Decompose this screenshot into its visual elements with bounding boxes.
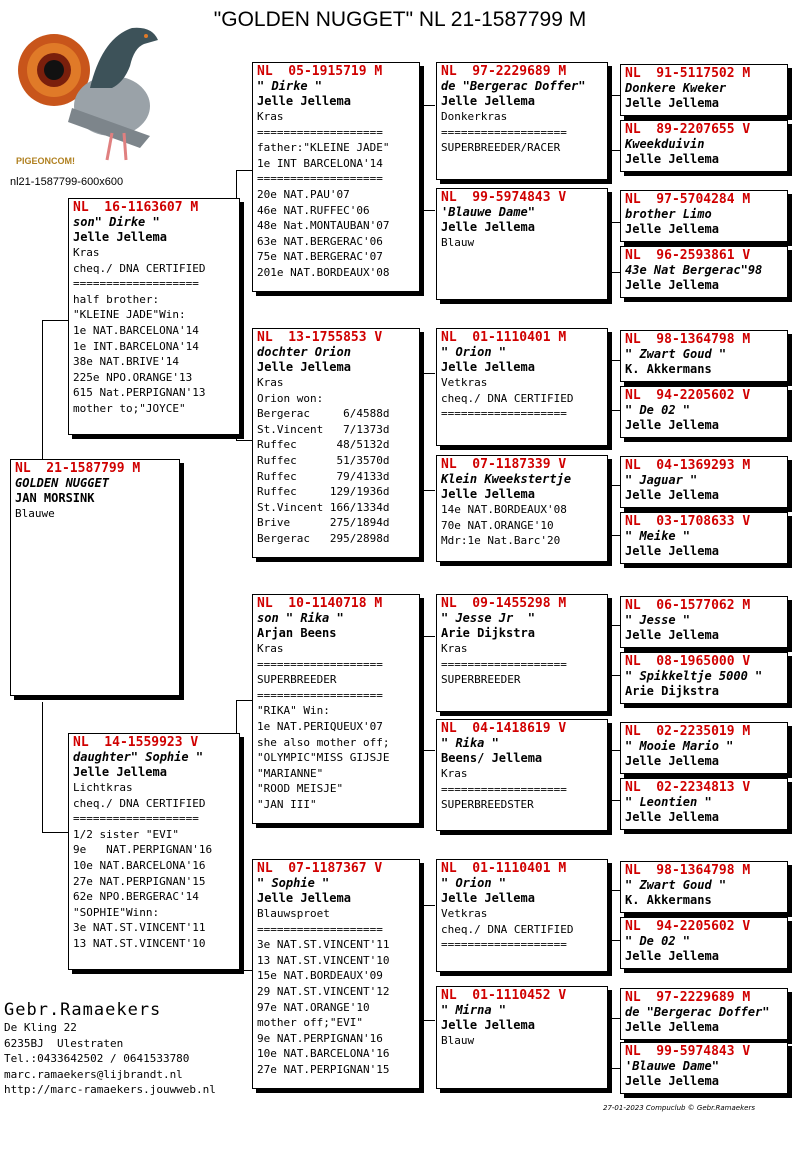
owner-name: Jelle Jellema [625,1020,719,1034]
ancestor-card[interactable] [620,917,788,969]
pigeon-name: " Meike " [625,529,691,543]
info-line: Ruffec 79/4133d [257,469,390,483]
ring-number: NL 01-1110401 M [441,861,567,876]
info-line: Kras [257,376,284,389]
ring-number: NL 02-2235019 M [625,724,751,739]
info-line: "OLYMPIC"MISS GIJSJE [257,751,390,765]
image-caption: nl21-1587799-600x600 [10,176,124,188]
grandparent-card[interactable] [252,328,420,558]
info-line: SUPERBREEDER/RACER [441,141,561,155]
info-line: Ruffec 51/3570d [257,453,390,467]
pigeon-name: " Mirna " [441,1003,507,1017]
info-line: 3e NAT.ST.VINCENT'11 [73,921,206,935]
ancestor-card[interactable] [620,988,788,1040]
info-line: Mdr:1e Nat.Barc'20 [441,534,561,548]
info-line: 201e NAT.BORDEAUX'08 [257,265,390,279]
info-line: 10e NAT.BARCELONA'16 [73,858,206,872]
ring-number: NL 01-1110401 M [441,330,567,345]
info-line: Bergerac 6/4588d [257,407,390,421]
great-grandparent-card[interactable] [436,719,608,831]
info-line: 38e NAT.BRIVE'14 [73,355,179,369]
info-line: mother to;"JOYCE" [73,401,186,415]
info-line: =================== [441,407,567,421]
owner-name: Jelle Jellema [625,96,719,110]
info-line: 1e NAT.PERIQUEUX'07 [257,719,383,733]
info-line: =================== [73,812,199,826]
ring-number: NL 05-1915719 M [257,64,383,79]
breeder-name: Gebr.Ramaekers [4,1000,162,1020]
owner-name: K. Akkermans [625,893,712,907]
info-line: "SOPHIE"Winn: [73,905,160,919]
pigeon-name: " Spikkeltje 5000 " [625,669,763,683]
dam-owner: Jelle Jellema [73,765,167,779]
pigeon-name: " Jaguar " [625,473,698,487]
pigeon-photo [12,18,164,168]
info-line: Ruffec 129/1936d [257,485,390,499]
ancestor-card[interactable] [620,596,788,648]
ring-number: NL 97-5704284 M [625,192,751,207]
info-line: 15e NAT.BORDEAUX'09 [257,969,383,983]
ring-number: NL 99-5974843 V [441,190,567,205]
info-line: Kras [441,767,468,780]
info-line: half brother: [73,292,160,306]
info-line: =================== [441,657,567,671]
pigeon-name: Donkere Kweker [625,81,727,95]
ancestor-card[interactable] [620,120,788,172]
ring-number: NL 94-2205602 V [625,388,751,403]
pigeon-name: de "Bergerac Doffer" [441,79,586,93]
info-line: Blauwsproet [257,907,330,920]
info-line: St.Vincent 166/1334d [257,500,390,514]
pigeon-name: son " Rika " [257,611,344,625]
ring-number: NL 98-1364798 M [625,332,751,347]
great-grandparent-card[interactable] [436,859,608,972]
subject-owner: JAN MORSINK [15,491,95,505]
info-line: 10e NAT.BARCELONA'16 [257,1047,390,1061]
pigeon-name: " Sophie " [257,876,330,890]
great-grandparent-card[interactable] [436,594,608,712]
ancestor-card[interactable] [620,722,788,774]
grandparent-card[interactable] [252,859,420,1089]
ring-number: NL 01-1110452 V [441,988,567,1003]
ancestor-card[interactable] [620,330,788,382]
sire-name: son" Dirke " [73,215,160,229]
dam-ring: NL 14-1559923 V [73,735,199,750]
owner-name: Jelle Jellema [441,487,535,501]
info-line: 63e NAT.BERGERAC'06 [257,234,383,248]
pigeon-name: dochter Orion [257,345,351,359]
owner-name: Jelle Jellema [257,360,351,374]
info-line: Orion won: [257,391,324,405]
subject-card[interactable] [10,459,180,696]
pigeon-name: Klein Kweekstertje [441,472,572,486]
ancestor-card[interactable] [620,778,788,830]
pigeon-name: " Jesse Jr " [441,611,535,625]
pigeon-name: Kweekduivin [625,137,705,151]
info-line: SUPERBREEDER [441,673,521,687]
info-line: =================== [73,277,199,291]
sire-owner: Jelle Jellema [73,230,167,244]
info-line: =================== [257,657,383,671]
great-grandparent-card[interactable] [436,328,608,446]
owner-name: Jelle Jellema [625,628,719,642]
ancestor-card[interactable] [620,512,788,564]
owner-name: Jelle Jellema [625,544,719,558]
info-line: 13 NAT.ST.VINCENT'10 [257,953,390,967]
subject-name: GOLDEN NUGGET [15,476,109,490]
info-line: "JAN III" [257,797,317,811]
info-line: Kras [257,642,284,655]
breeder-info [4,1000,216,1098]
owner-name: Jelle Jellema [625,488,719,502]
info-line: 70e NAT.ORANGE'10 [441,518,554,532]
info-line: Vetkras [441,907,488,920]
owner-name: Arie Dijkstra [441,626,535,640]
dam-card[interactable] [68,733,240,970]
ancestor-card[interactable] [620,1042,788,1094]
info-line: "KLEINE JADE"Win: [73,308,186,322]
info-line: 1e INT BARCELONA'14 [257,156,383,170]
pigeon-name: " Orion " [441,876,507,890]
dam-name: daughter" Sophie " [73,750,204,764]
grandparent-card[interactable] [252,62,420,292]
info-line: St.Vincent 7/1373d [257,422,390,436]
info-line: cheq./ DNA CERTIFIED [73,261,206,275]
ring-number: NL 07-1187367 V [257,861,383,876]
ring-number: NL 94-2205602 V [625,919,751,934]
info-line: =================== [441,938,567,952]
ancestor-card[interactable] [620,652,788,704]
info-line: 62e NPO.BERGERAC'14 [73,890,199,904]
info-line: =================== [257,922,383,936]
ring-number: NL 03-1708633 V [625,514,751,529]
ring-number: NL 13-1755853 V [257,330,383,345]
info-line: 615 Nat.PERPIGNAN'13 [73,386,206,400]
great-grandparent-card[interactable] [436,188,608,300]
info-line: 27e NAT.PERPIGNAN'15 [257,1062,390,1076]
owner-name: K. Akkermans [625,362,712,376]
logo-text: PIGEONCOM! [16,156,76,166]
ancestor-card[interactable] [620,64,788,116]
ring-number: NL 10-1140718 M [257,596,383,611]
info-line: Ruffec 48/5132d [257,438,390,452]
info-line: =================== [257,125,383,139]
info-line: =================== [441,782,567,796]
info-line: "RIKA" Win: [257,704,330,718]
ring-number: NL 98-1364798 M [625,863,751,878]
owner-name: Jelle Jellema [441,891,535,905]
page-title: "GOLDEN NUGGET" NL 21-1587799 M [213,8,587,31]
sire-card[interactable] [68,198,240,435]
ring-number: NL 91-5117502 M [625,66,751,81]
info-line: Vetkras [441,376,488,389]
breeder-email[interactable]: marc.ramaekers@lijbrandt.nl [4,1067,183,1081]
ancestor-card[interactable] [620,190,788,242]
owner-name: Jelle Jellema [625,278,719,292]
pigeon-name: " Zwart Goud " [625,878,727,892]
owner-name: Jelle Jellema [625,418,719,432]
ancestor-card[interactable] [620,386,788,438]
owner-name: Jelle Jellema [441,360,535,374]
owner-name: Jelle Jellema [625,949,719,963]
pigeon-name: 'Blauwe Dame" [625,1059,719,1073]
owner-name: Jelle Jellema [625,222,719,236]
owner-name: Jelle Jellema [441,94,535,108]
ring-number: NL 04-1418619 V [441,721,567,736]
info-line: 46e NAT.RUFFEC'06 [257,203,370,217]
info-line: cheq./ DNA CERTIFIED [441,391,574,405]
pigeon-name: " Zwart Goud " [625,347,727,361]
info-line: SUPERBREEDSTER [441,798,534,812]
info-line: =================== [257,172,383,186]
ring-number: NL 97-2229689 M [625,990,751,1005]
subject-info-line: Blauwe [15,507,55,520]
pigeon-name: brother Limo [625,207,712,221]
pigeon-name: " Orion " [441,345,507,359]
info-line: Kras [73,246,100,259]
pigeon-name: de "Bergerac Doffer" [625,1005,770,1019]
owner-name: Jelle Jellema [625,1074,719,1088]
info-line: SUPERBREEDER [257,673,337,687]
great-grandparent-card[interactable] [436,455,608,562]
pigeon-name: " Rika " [441,736,499,750]
owner-name: Jelle Jellema [257,94,351,108]
info-line: 29 NAT.ST.VINCENT'12 [257,984,390,998]
pigeon-name: " De 02 " [625,403,691,417]
info-line: Donkerkras [441,110,508,123]
info-line: =================== [257,688,383,702]
info-line: 9e NAT.PERPIGNAN'16 [257,1031,383,1045]
info-line: 225e NPO.ORANGE'13 [73,370,193,384]
ancestor-card[interactable] [620,246,788,298]
info-line: 14e NAT.BORDEAUX'08 [441,503,567,516]
info-line: 3e NAT.ST.VINCENT'11 [257,938,390,952]
info-line: "MARIANNE" [257,766,324,780]
info-line: mother off;"EVI" [257,1016,363,1030]
ring-number: NL 09-1455298 M [441,596,567,611]
info-line: cheq./ DNA CERTIFIED [441,922,574,936]
owner-name: Arie Dijkstra [625,684,719,698]
info-line: Kras [441,642,468,655]
pigeon-name: " De 02 " [625,934,691,948]
ring-number: NL 02-2234813 V [625,780,751,795]
breeder-website[interactable]: http://marc-ramaekers.jouwweb.nl [4,1083,216,1096]
pigeon-name: 43e Nat Bergerac"98 [625,263,763,277]
ring-number: NL 04-1369293 M [625,458,751,473]
owner-name: Arjan Beens [257,626,337,640]
owner-name: Beens/ Jellema [441,751,543,765]
pigeon-name: " Dirke " [257,79,323,93]
info-line: 1/2 sister "EVI" [73,827,179,841]
info-line: Brive 275/1894d [257,516,390,530]
ancestor-card[interactable] [620,861,788,913]
info-line: Blauw [441,236,475,249]
info-line: "ROOD MEISJE" [257,782,344,796]
subject-ring: NL 21-1587799 M [15,461,141,476]
info-line: cheq./ DNA CERTIFIED [73,796,206,810]
pigeon-name: " Jesse " [625,613,691,627]
grandparent-card[interactable] [252,594,420,824]
breeder-postcode: 6235BJ Ulestraten [4,1036,124,1050]
owner-name: Jelle Jellema [625,754,719,768]
info-line: Blauw [441,1034,475,1047]
info-line: =================== [441,125,567,139]
owner-name: Jelle Jellema [625,152,719,166]
info-line: 9e NAT.PERPIGNAN'16 [73,843,213,857]
breeder-phone: Tel.:0433642502 / 0641533780 [4,1052,190,1065]
sire-ring: NL 16-1163607 M [73,200,199,215]
great-grandparent-card[interactable] [436,986,608,1089]
info-line: 20e NAT.PAU'07 [257,187,350,201]
info-line: 1e NAT.BARCELONA'14 [73,323,199,337]
info-line: 13 NAT.ST.VINCENT'10 [73,936,206,950]
owner-name: Jelle Jellema [441,220,535,234]
ring-number: NL 08-1965000 V [625,654,751,669]
pigeon-name: " Leontien " [625,795,712,809]
info-line: 97e NAT.ORANGE'10 [257,1000,370,1014]
great-grandparent-card[interactable] [436,62,608,180]
ring-number: NL 89-2207655 V [625,122,751,137]
breeder-address: De Kling 22 [4,1021,77,1034]
pigeon-name: " Mooie Mario " [625,739,734,753]
footer: 27-01-2023 Compuclub © Gebr.Ramaekers [603,1104,755,1112]
owner-name: Jelle Jellema [441,1018,535,1032]
owner-name: Jelle Jellema [625,810,719,824]
info-line: Lichtkras [73,781,133,794]
info-line: 27e NAT.PERPIGNAN'15 [73,874,206,888]
info-line: 75e NAT.BERGERAC'07 [257,250,383,264]
info-line: father:"KLEINE JADE" [257,141,390,155]
info-line: Bergerac 295/2898d [257,531,390,545]
ring-number: NL 99-5974843 V [625,1044,751,1059]
info-line: she also mother off; [257,735,390,749]
pigeon-name: 'Blauwe Dame" [441,205,535,219]
ancestor-card[interactable] [620,456,788,508]
ring-number: NL 96-2593861 V [625,248,751,263]
info-line: 1e INT.BARCELONA'14 [73,339,199,353]
info-line: Kras [257,110,284,123]
ring-number: NL 07-1187339 V [441,457,567,472]
owner-name: Jelle Jellema [257,891,351,905]
ring-number: NL 97-2229689 M [441,64,567,79]
info-line: 48e Nat.MONTAUBAN'07 [257,219,390,233]
ring-number: NL 06-1577062 M [625,598,751,613]
